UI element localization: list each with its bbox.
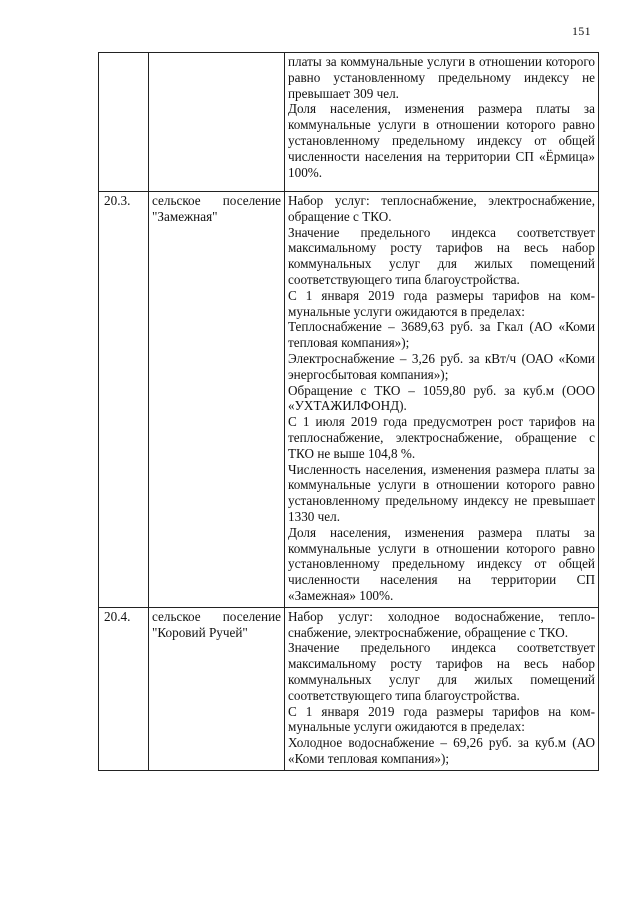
table-row	[99, 192, 599, 608]
row-number: 20.3.	[99, 192, 149, 608]
paragraph: Численность населения, изменения размера платы за коммунальные услуги в отношении которого равно установленному предельному индексу не превышает 1330 чел.	[288, 461, 595, 524]
paragraph: Доля населения, изменения размера платы за коммунальные услуги в отношении которого равно установленному предельному индексу от общей численности населения на территории СП «Замежная» 100%.	[288, 524, 595, 603]
settlement-name: сельское поселение "Коровий Ручей"	[149, 607, 285, 770]
paragraph: Значение предельного индекса соответствует максимальному росту тарифов на весь набор коммунальных услуг для жилых помещений соответствующего типа благоустройства.	[288, 640, 595, 703]
paragraph: платы за коммунальные услуги в отношении которого равно установленному предельному индексу не превышает 309 чел.	[288, 54, 595, 101]
paragraph: Набор услуг: теплоснабжение, электроснабжение, обращение с ТКО.	[288, 193, 595, 224]
paragraph: Доля населения, изменения размера платы за коммунальные услуги в отношении которого равно установленному предельному индексу от общей численности населения на территории СП «Ёрмица» 100%.	[288, 101, 595, 180]
paragraph: Обращение с ТКО – 1059,80 руб. за куб.м (ООО «УХТАЖИЛФОНД).	[288, 382, 595, 414]
description-cell	[285, 607, 599, 770]
tariff-table	[98, 52, 599, 771]
page-number: 151	[572, 24, 591, 38]
settlement-name: сельское поселение "Замежная"	[149, 192, 285, 608]
description-cell	[285, 53, 599, 192]
paragraph: Значение предельного индекса соответствует максимальному росту тарифов на весь набор коммунальных услуг для жилых помещений соответствующего типа благоустройства.	[288, 224, 595, 287]
table-row	[99, 607, 599, 770]
description-cell	[285, 192, 599, 608]
paragraph: Электроснабжение – 3,26 руб. за кВт/ч (ОАО «Коми энергосбытовая компания»);	[288, 350, 595, 382]
row-number: 20.4.	[99, 607, 149, 770]
paragraph: Теплоснабжение – 3689,63 руб. за Гкал (АО «Коми тепловая компания»);	[288, 319, 595, 351]
paragraph: Холодное водоснабжение – 69,26 руб. за куб.м (АО «Коми тепловая компания»);	[288, 735, 595, 766]
row-number	[99, 53, 149, 192]
paragraph: С 1 июля 2019 года предусмотрен рост тарифов на теплоснабжение, электроснабжение, обращение с ТКО не выше 104,8 %.	[288, 414, 595, 461]
paragraph: С 1 января 2019 года размеры тарифов на коммунальные услуги ожидаются в пределах:	[288, 287, 595, 319]
settlement-name	[149, 53, 285, 192]
paragraph: Набор услуг: холодное водоснабжение, теплоснабжение, электроснабжение, обращение с ТКО.	[288, 608, 595, 640]
table-row	[99, 53, 599, 192]
paragraph: С 1 января 2019 года размеры тарифов на коммунальные услуги ожидаются в пределах:	[288, 703, 595, 735]
